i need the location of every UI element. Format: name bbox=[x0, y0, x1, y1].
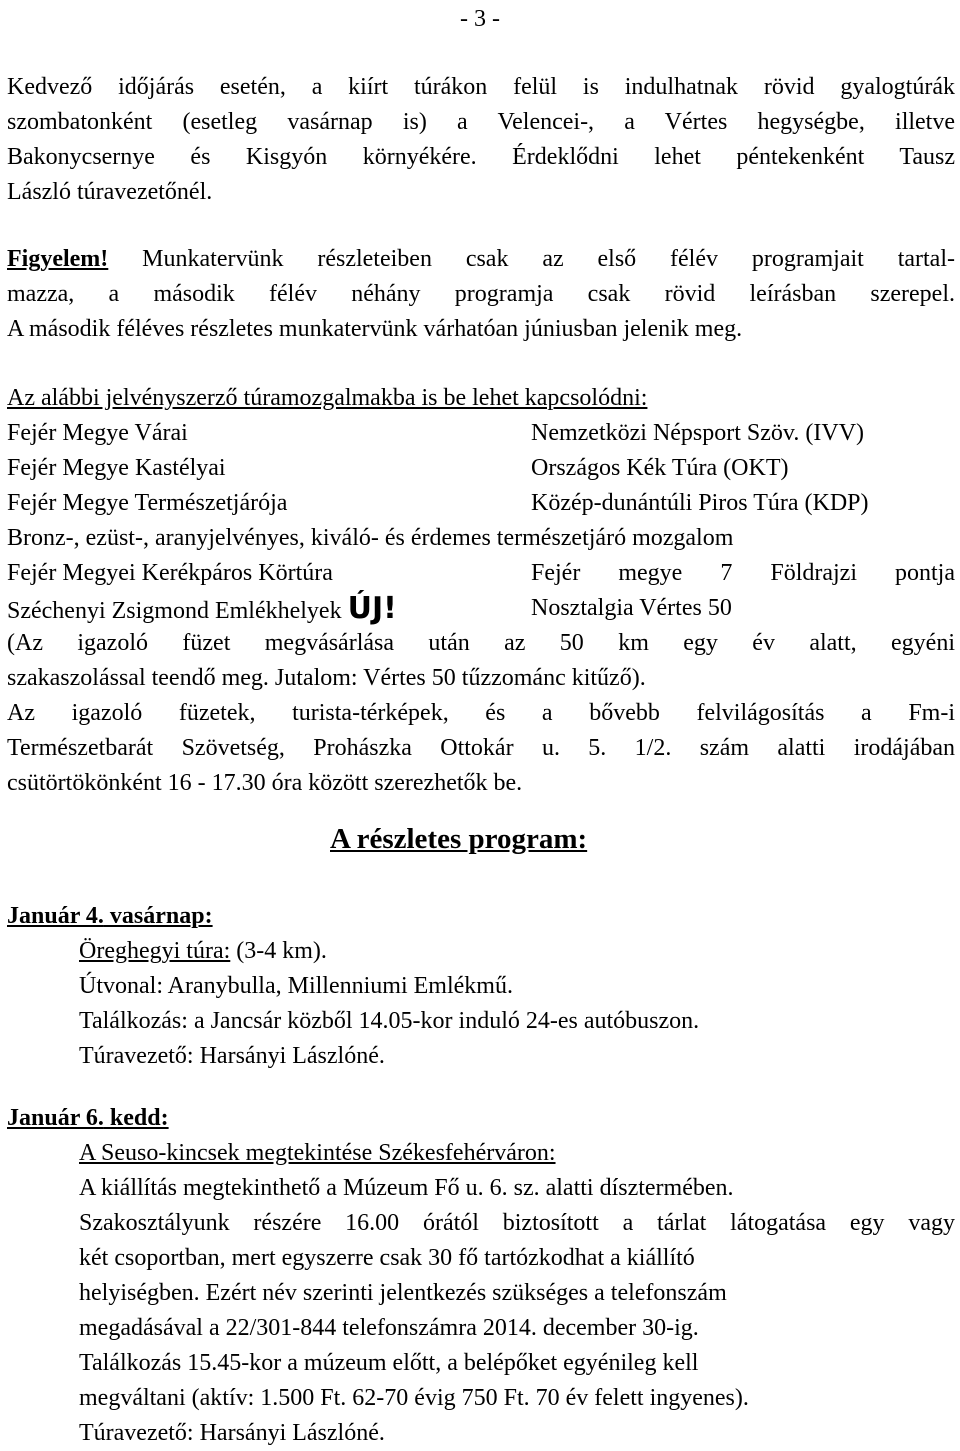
event-title-line: Öreghegyi túra: (3-4 km). bbox=[79, 938, 327, 964]
badge-right: Országos Kék Túra (OKT) bbox=[531, 455, 789, 481]
intro-paragraph bbox=[7, 70, 955, 210]
badge-row bbox=[7, 451, 955, 486]
badge-heading-row bbox=[7, 381, 955, 416]
event-date: Január 6. kedd: bbox=[7, 1105, 169, 1131]
event-line: Túravezető: Harsányi Lászlóné. bbox=[79, 1043, 385, 1069]
event-line: Útvonal: Aranybulla, Millenniumi Emlékmű. bbox=[79, 973, 513, 999]
badge-left: Fejér Megye Várai bbox=[7, 420, 188, 446]
badge-right: Fejér megye 7 Földrajzi pontja bbox=[531, 560, 955, 586]
notice-line: mazza, a második félév néhány programja csak rövid leírásban szerepel. bbox=[7, 281, 955, 307]
event-line: Találkozás 15.45-kor a múzeum előtt, a belépőket egyénileg kell bbox=[79, 1350, 699, 1376]
notice-line1-text: Munkatervünk részleteiben csak az első félév programjait tartal- bbox=[108, 246, 955, 272]
notice-line: A második féléves részletes munkatervünk várhatóan júniusban jelenik meg. bbox=[7, 316, 743, 342]
badge-row bbox=[7, 556, 955, 591]
event-line: két csoportban, mert egyszerre csak 30 fő tartózkodhat a kiállító bbox=[79, 1245, 695, 1271]
event-title-line bbox=[79, 1136, 955, 1171]
event-line: Szakosztályunk részére 16.00 órától biztosított a tárlat látogatása egy vagy bbox=[79, 1210, 955, 1236]
event-line: A kiállítás megtekinthető a Múzeum Fő u. 6. sz. alatti dísztermében. bbox=[79, 1175, 734, 1201]
event-title: Öreghegyi túra: bbox=[79, 938, 231, 964]
event-line: Találkozás: a Jancsár közből 14.05-kor induló 24-es autóbuszon. bbox=[79, 1008, 700, 1034]
event-line: Túravezető: Harsányi Lászlóné. bbox=[79, 1420, 385, 1446]
program-title: A részletes program: bbox=[330, 823, 588, 855]
badge-row-new bbox=[7, 591, 955, 628]
notice-paragraph bbox=[7, 242, 955, 347]
info-line: Az igazoló füzetek, turista-térképek, és a bővebb felvilágosítás a Fm-i bbox=[7, 700, 955, 726]
event-line: megváltani (aktív: 1.500 Ft. 62-70 évig 750 Ft. 70 év felett ingyenes). bbox=[79, 1385, 749, 1411]
event-body bbox=[7, 934, 955, 1074]
event-line: megadásával a 22/301-844 telefonszámra 2014. december 30-ig. bbox=[79, 1315, 699, 1341]
badge-full-row bbox=[7, 521, 955, 556]
info-line: Természetbarát Szövetség, Prohászka Ottokár u. 5. 1/2. szám alatti irodájában bbox=[7, 735, 955, 761]
notice-label: Figyelem! bbox=[7, 246, 109, 272]
badge-note bbox=[7, 626, 955, 696]
note-line: (Az igazoló füzet megvásárlása után az 50 km egy év alatt, egyéni bbox=[7, 630, 955, 656]
badge-row bbox=[7, 486, 955, 521]
event-january-6 bbox=[7, 1101, 955, 1451]
intro-line: szombatonként (esetleg vasárnap is) a Velencei-, a Vértes hegységbe, illetve bbox=[7, 109, 955, 135]
event-date: Január 4. vasárnap: bbox=[7, 903, 213, 929]
badge-heading: Az alábbi jelvényszerző túramozgalmakba is be lehet kapcsolódni: bbox=[7, 385, 648, 411]
note-line: szakaszolással teendő meg. Jutalom: Vértes 50 tűzzománc kitűző). bbox=[7, 665, 646, 691]
event-line: helyiségben. Ezért név szerinti jelentkezés szükséges a telefonszám bbox=[79, 1280, 727, 1306]
badge-left: Széchenyi Zsigmond Emlékhelyek bbox=[7, 598, 348, 624]
event-january-4 bbox=[7, 899, 955, 1074]
badge-left-group bbox=[7, 591, 397, 629]
notice-line bbox=[7, 242, 955, 277]
badge-full-text: Bronz-, ezüst-, aranyjelvényes, kiváló- és érdemes természetjáró mozgalom bbox=[7, 525, 734, 551]
badge-left: Fejér Megye Természetjárója bbox=[7, 490, 288, 516]
badge-movements bbox=[7, 381, 955, 803]
event-title: A Seuso-kincsek megtekintése Székesfehérváron: bbox=[79, 1140, 556, 1166]
page-number: - 3 - bbox=[460, 6, 500, 32]
badge-info bbox=[7, 696, 955, 801]
badge-left: Fejér Megye Kastélyai bbox=[7, 455, 226, 481]
badge-right: Nemzetközi Népsport Szöv. (IVV) bbox=[531, 420, 865, 446]
info-line: csütörtökönként 16 - 17.30 óra között szerezhetők be. bbox=[7, 770, 523, 796]
new-badge-label: ÚJ! bbox=[347, 591, 397, 626]
badge-row bbox=[7, 416, 955, 451]
event-body bbox=[7, 1136, 955, 1451]
badge-right: Nosztalgia Vértes 50 bbox=[531, 595, 732, 621]
intro-line: Kedvező időjárás esetén, a kiírt túrákon felül is indulhatnak rövid gyalogtúrák bbox=[7, 74, 955, 100]
badge-left: Fejér Megyei Kerékpáros Körtúra bbox=[7, 560, 333, 586]
badge-right: Közép-dunántúli Piros Túra (KDP) bbox=[531, 490, 869, 516]
intro-line: László túravezetőnél. bbox=[7, 179, 213, 205]
intro-line: Bakonycsernye és Kisgyón környékére. Érdeklődni lehet péntekenként Tausz bbox=[7, 144, 955, 170]
